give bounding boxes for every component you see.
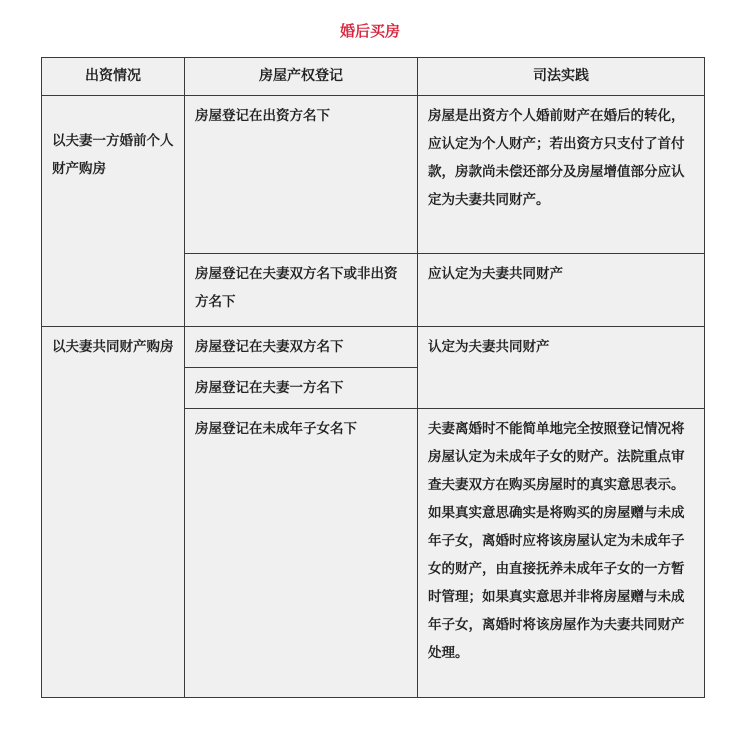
page-title: 婚后买房 bbox=[339, 22, 400, 40]
practice-cell: 应认定为夫妻共同财产 bbox=[418, 254, 705, 327]
header-practice: 司法实践 bbox=[418, 58, 705, 96]
table-row bbox=[42, 327, 705, 368]
header-funding: 出资情况 bbox=[42, 58, 185, 96]
registration-cell: 房屋登记在夫妻一方名下 bbox=[185, 368, 418, 409]
registration-cell: 房屋登记在夫妻双方名下或非出资方名下 bbox=[185, 254, 418, 327]
table-row bbox=[42, 96, 705, 254]
property-table bbox=[41, 57, 705, 698]
registration-cell: 房屋登记在未成年子女名下 bbox=[185, 409, 418, 698]
registration-cell: 房屋登记在夫妻双方名下 bbox=[185, 327, 418, 368]
table-header-row bbox=[42, 58, 705, 96]
header-registration: 房屋产权登记 bbox=[185, 58, 418, 96]
practice-cell: 房屋是出资方个人婚前财产在婚后的转化，应认定为个人财产；若出资方只支付了首付款，房款尚未偿还部分及房屋增值部分应认定为夫妻共同财产。 bbox=[418, 96, 705, 254]
funding-cell: 以夫妻一方婚前个人财产购房 bbox=[42, 96, 185, 327]
registration-cell: 房屋登记在出资方名下 bbox=[185, 96, 418, 254]
practice-cell: 夫妻离婚时不能简单地完全按照登记情况将房屋认定为未成年子女的财产。法院重点审查夫妻双方在购买房屋时的真实意思表示。如果真实意思确实是将购买的房屋赠与未成年子女，离婚时应将该房屋认定为未成年子女的财产，由直接抚养未成年子女的一方暂时管理；如果真实意思并非将房屋赠与未成年子女，离婚时将该房屋作为夫妻共同财产处理。 bbox=[418, 409, 705, 698]
practice-cell: 认定为夫妻共同财产 bbox=[418, 327, 705, 409]
funding-cell: 以夫妻共同财产购房 bbox=[42, 327, 185, 698]
